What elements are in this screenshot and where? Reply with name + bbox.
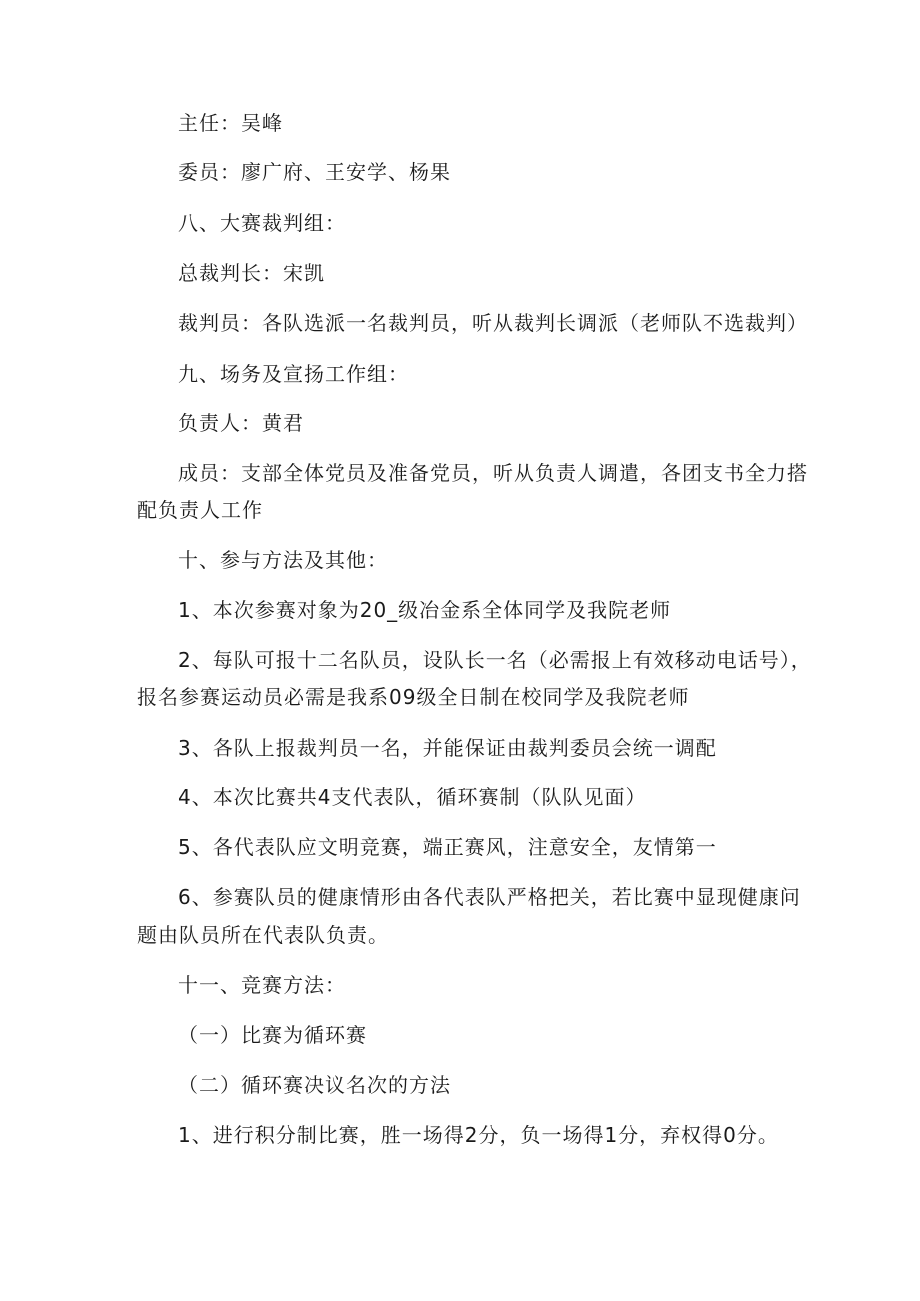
participation-item-2-line-2: 报名参赛运动员必需是我系09级全日制在校同学及我院老师 <box>137 685 690 709</box>
participation-item-2-line-1: 2、每队可报十二名队员，设队长一名（必需报上有效移动电话号）， <box>178 648 812 672</box>
participation-item-4: 4、本次比赛共4支代表队，循环赛制（队队见面） <box>178 785 647 809</box>
referees-line: 裁判员：各队选派一名裁判员，听从裁判长调派（老师队不选裁判） <box>178 311 808 335</box>
participation-item-3: 3、各队上报裁判员一名，并能保证由裁判委员会统一调配 <box>178 736 717 760</box>
chief-referee-line: 总裁判长：宋凯 <box>178 261 325 285</box>
section-heading-participation: 十、参与方法及其他： <box>178 548 388 572</box>
participation-item-6-line-2: 题由队员所在代表队负责。 <box>137 923 389 947</box>
section-heading-competition-method: 十一、竞赛方法： <box>178 973 346 997</box>
responsible-person-line: 负责人：黄君 <box>178 411 304 435</box>
method-item-1: （一）比赛为循环赛 <box>178 1023 367 1047</box>
director-line: 主任：吴峰 <box>178 111 283 135</box>
method-item-2: （二）循环赛决议名次的方法 <box>178 1073 451 1097</box>
participation-item-6-line-1: 6、参赛队员的健康情形由各代表队严格把关，若比赛中显现健康问 <box>178 885 801 909</box>
committee-members-line: 委员：廖广府、王安学、杨果 <box>178 160 451 184</box>
participation-item-1: 1、本次参赛对象为20_级冶金系全体同学及我院老师 <box>178 598 672 622</box>
section-heading-venue-group: 九、场务及宣扬工作组： <box>178 362 409 386</box>
participation-item-5: 5、各代表队应文明竞赛，端正赛风，注意安全，友情第一 <box>178 835 717 859</box>
section-heading-referee-group: 八、大赛裁判组： <box>178 211 346 235</box>
scoring-rule-line: 1、进行积分制比赛，胜一场得2分，负一场得1分，弃权得0分。 <box>178 1123 779 1147</box>
members-line-2: 配负责人工作 <box>137 498 263 522</box>
members-line-1: 成员：支部全体党员及准备党员，听从负责人调遣，各团支书全力搭 <box>178 461 808 485</box>
